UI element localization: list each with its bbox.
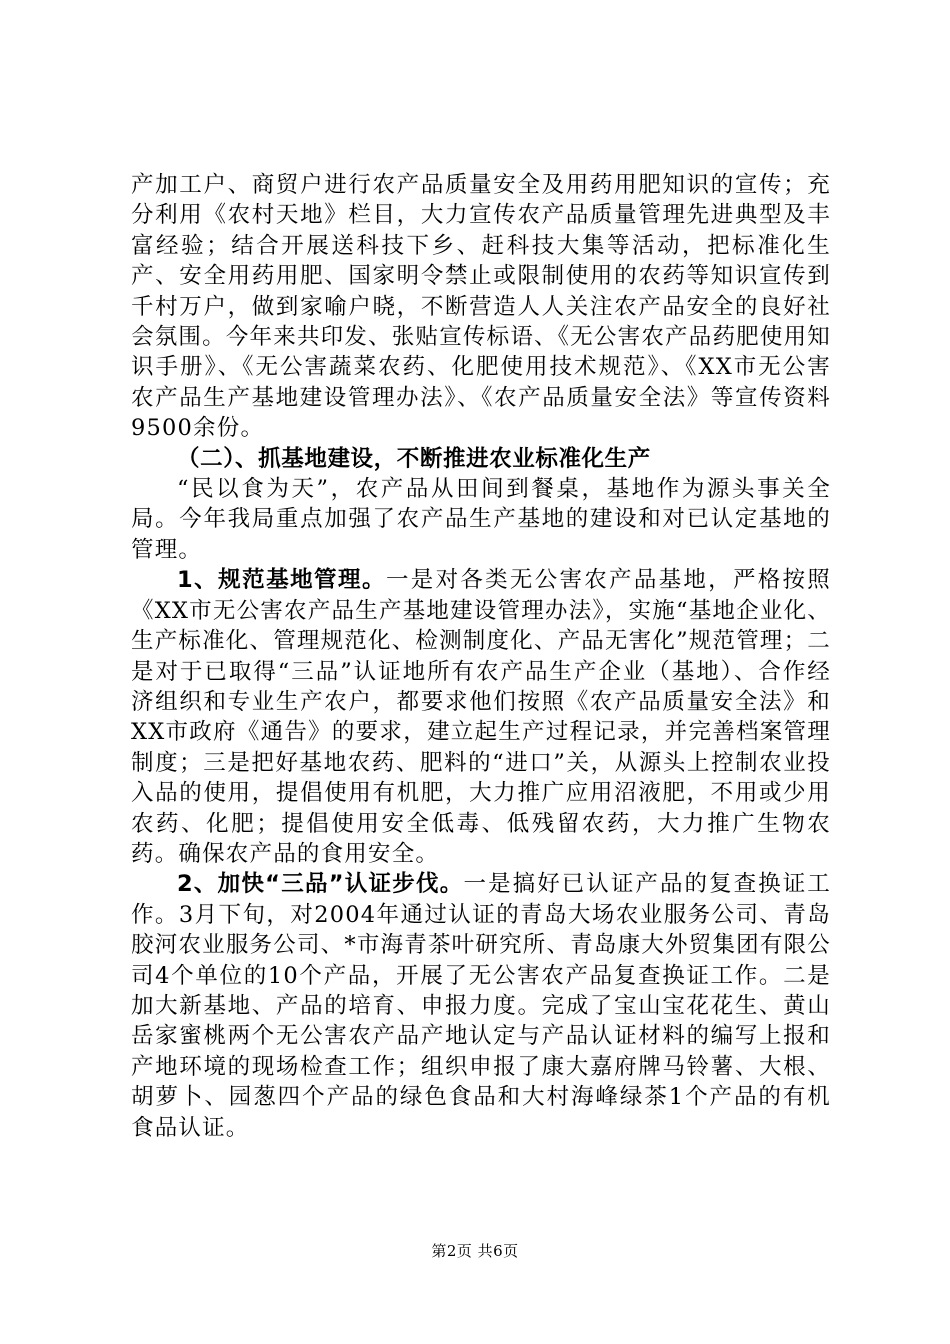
paragraph-standardize-base-management <box>131 565 831 869</box>
paragraph-promotion-continuation: 产加工户、商贸户进行农产品质量安全及用药用肥知识的宣传；充分利用《农村天地》栏目，大力宣传农产品质量管理先进典型及丰富经验；结合开展送科技下乡、赶科技大集等活动，把标准化生产、安全用药用肥、国家明令禁止或限制使用的农药等知识宣传到千村万户，做到家喻户晓，不断营造人人关注农产品安全的良好社会氛围。今年来共印发、张贴宣传标语、《无公害农产品药肥使用知识手册》、《无公害蔬菜农药、化肥使用技术规范》、《XX市无公害农产品生产基地建设管理办法》、《农产品质量安全法》等宣传资料9500余份。 <box>131 172 831 442</box>
paragraph-accelerate-certification <box>131 869 831 1143</box>
paragraph-food-is-heaven: “民以食为天”，农产品从田间到餐桌，基地作为源头事关全局。今年我局重点加强了农产品生产基地的建设和对已认定基地的管理。 <box>131 476 831 563</box>
paragraph-lead-title: 1、规范基地管理。 <box>177 567 386 594</box>
paragraph-body-text: 一是搞好已认证产品的复查换证工作。3月下旬，对2004年通过认证的青岛大场农业服务公司、青岛胶河农业服务公司、*市海青茶叶研究所、青岛康大外贸集团有限公司4个单位的10个产品，开展了无公害农产品复查换证工作。二是加大新基地、产品的培育、申报力度。完成了宝山宝花花生、黄山岳家蜜桃两个无公害农产品产地认定与产品认证材料的编写上报和产地环境的现场检查工作；组织申报了康大嘉府牌马铃薯、大根、胡萝卜、园葱四个产品的绿色食品和大村海峰绿茶1个产品的有机食品认证。 <box>131 871 831 1141</box>
page-number-footer: 第2页 共6页 <box>431 1242 519 1260</box>
paragraph-body-text: 一是对各类无公害农产品基地，严格按照《XX市无公害农产品生产基地建设管理办法》，实施“基地企业化、生产标准化、管理规范化、检测制度化、产品无害化”规范管理；二是对于已取得“三品”认证地所有农产品生产企业（基地）、合作经济组织和专业生产农户，都要求他们按照《农产品质量安全法》和XX市政府《通告》的要求，建立起生产过程记录，并完善档案管理制度；三是把好基地农药、肥料的“进口”关，从源头上控制农业投入品的使用，提倡使用有机肥，大力推广应用沼液肥，不用或少用农药、化肥；提倡使用安全低毒、低残留农药，大力推广生物农药。确保农产品的食用安全。 <box>131 567 832 867</box>
document-body <box>131 170 831 1143</box>
paragraph-lead-title: 2、加快“三品”认证步伐。 <box>177 871 464 898</box>
section-heading-base-construction: （二）、抓基地建设，不断推进农业标准化生产 <box>177 445 651 472</box>
